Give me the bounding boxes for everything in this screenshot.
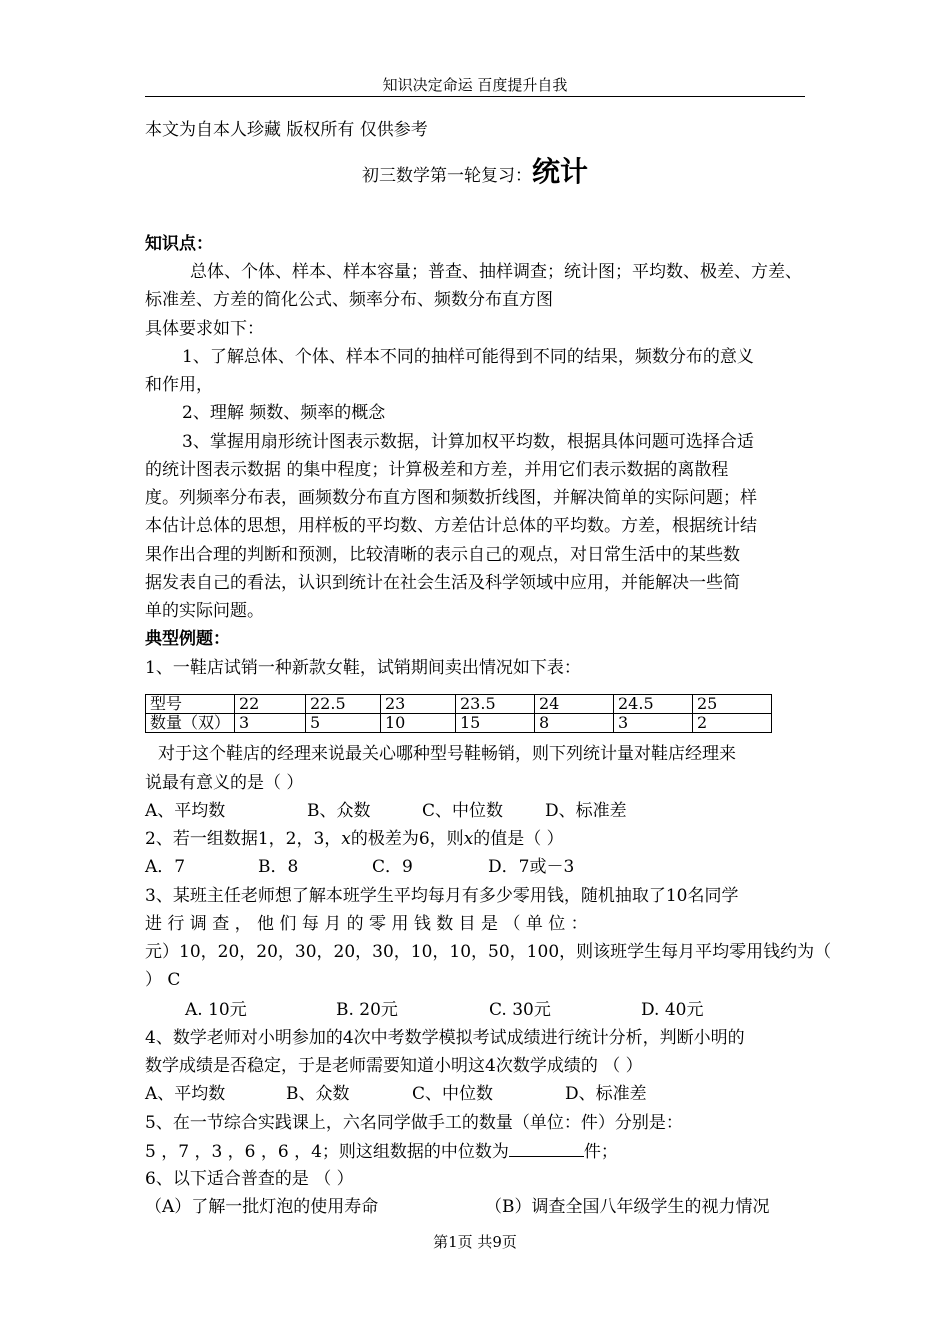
- table-cell: 24: [535, 695, 614, 714]
- option-b: B、众数: [307, 801, 371, 821]
- requirement-1-b: 和作用，: [145, 375, 213, 395]
- header-divider: [145, 96, 805, 97]
- table-cell: 25: [693, 695, 772, 714]
- option-d: D．7或－3: [488, 857, 575, 877]
- q2-variable: x: [341, 829, 351, 849]
- table-cell: 型号: [146, 695, 235, 714]
- option-a: A、平均数: [145, 801, 226, 821]
- question-3-a: 3、某班主任老师想了解本班学生平均每月有多少零用钱，随机抽取了10名同学: [145, 886, 739, 906]
- option-c: C、中位数: [422, 801, 504, 821]
- q2-part-a: 2、若一组数据1，2，3，: [145, 829, 342, 849]
- page-footer: 第1页 共9页: [433, 1233, 517, 1251]
- table-cell: 5: [306, 714, 381, 733]
- table-cell: 24.5: [614, 695, 693, 714]
- title-prefix: 初三数学第一轮复习：: [361, 166, 532, 186]
- option-b: B、众数: [286, 1084, 350, 1104]
- question-1-text-a: 对于这个鞋店的经理来说最关心哪种型号鞋畅销，则下列统计量对鞋店经理来: [158, 744, 736, 764]
- question-2-text: [145, 828, 810, 850]
- q5-part-c: 件；: [583, 1142, 618, 1162]
- knowledge-line-1: 总体、个体、样本、样本容量；普查、抽样调查；统计图；平均数、极差、方差、: [190, 262, 802, 282]
- q2-part-b: 的极差为6，则: [350, 829, 464, 849]
- question-5-b: [145, 1140, 810, 1163]
- q2-variable-2: x: [463, 829, 474, 849]
- option-a: A、平均数: [145, 1084, 226, 1104]
- option-b: B．8: [258, 857, 299, 877]
- option-a: A．7: [145, 857, 186, 877]
- table-cell: 23: [381, 695, 456, 714]
- knowledge-line-2: 标准差、方差的简化公式、频率分布、频数分布直方图: [145, 290, 553, 310]
- table-cell: 数量（双）: [146, 714, 235, 733]
- table-cell: 10: [381, 714, 456, 733]
- copyright-notice: 本文为自本人珍藏 版权所有 仅供参考: [145, 120, 428, 140]
- page-title: [0, 154, 950, 194]
- q5-part-b: 5 ，7 ，3 ，6 ，6 ，4；则这组数据的中位数为: [145, 1142, 509, 1162]
- requirement-3-b: 的统计图表示数据 的集中程度；计算极差和方差，并用它们表示数据的离散程: [145, 460, 729, 480]
- examples-heading: 典型例题：: [145, 629, 230, 649]
- page-header: 知识决定命运 百度提升自我: [382, 76, 568, 94]
- option-b: B. 20元: [336, 1000, 398, 1020]
- requirement-3-f: 据发表自己的看法，认识到统计在社会生活及科学领域中应用，并能解决一些简: [145, 573, 740, 593]
- question-3-d: ） C: [145, 970, 181, 990]
- requirement-3-c: 度。列频率分布表，画频数分布直方图和频数折线图，并解决简单的实际问题；样: [145, 488, 757, 508]
- answer-blank[interactable]: [509, 1140, 584, 1157]
- requirements-intro: 具体要求如下：: [145, 319, 264, 339]
- option-c: C. 30元: [489, 1000, 551, 1020]
- option-a: A. 10元: [185, 1000, 247, 1020]
- table-cell: 2: [693, 714, 772, 733]
- title-main: 统计: [531, 155, 588, 188]
- question-1-text-b: 说最有意义的是（ ）: [145, 773, 304, 793]
- question-4-b: 数学成绩是否稳定，于是老师需要知道小明这4次数学成绩的 （ ）: [145, 1056, 643, 1076]
- requirement-1-a: 1、了解总体、个体、样本不同的抽样可能得到不同的结果，频数分布的意义: [182, 347, 754, 367]
- requirement-2: 2、理解 频数、频率的概念: [182, 403, 386, 423]
- table-cell: 22: [235, 695, 306, 714]
- requirement-3-g: 单的实际问题。: [145, 601, 264, 621]
- knowledge-heading: 知识点：: [145, 234, 213, 254]
- option-c: C．9: [372, 857, 413, 877]
- question-5-a: 5、在一节综合实践课上，六名同学做手工的数量（单位：件）分别是：: [145, 1113, 683, 1133]
- requirement-3-e: 果作出合理的判断和预测，比较清晰的表示自己的观点，对日常生活中的某些数: [145, 545, 740, 565]
- table-row: [146, 695, 772, 714]
- table-row: [146, 714, 772, 733]
- question-3-b: 进 行 调 查 ， 他 们 每 月 的 零 用 钱 数 目 是 （ 单 位 ：: [145, 914, 588, 934]
- option-b: （B）调查全国八年级学生的视力情况: [485, 1197, 770, 1217]
- option-a: （A）了解一批灯泡的使用寿命: [145, 1197, 379, 1217]
- option-d: D、标准差: [545, 801, 627, 821]
- question-4-a: 4、数学老师对小明参加的4次中考数学模拟考试成绩进行统计分析，判断小明的: [145, 1028, 745, 1048]
- option-d: D、标准差: [565, 1084, 647, 1104]
- requirement-3-a: 3、掌握用扇形统计图表示数据，计算加权平均数，根据具体问题可选择合适: [182, 432, 754, 452]
- shoe-sales-table: [145, 694, 772, 733]
- option-c: C、中位数: [412, 1084, 494, 1104]
- table-cell: 8: [535, 714, 614, 733]
- q2-part-c: 的值是（ ）: [473, 829, 564, 849]
- table-cell: 15: [456, 714, 535, 733]
- question-1-intro: 1、一鞋店试销一种新款女鞋，试销期间卖出情况如下表：: [145, 658, 581, 678]
- requirement-3-d: 本估计总体的思想，用样板的平均数、方差估计总体的平均数。方差，根据统计结: [145, 516, 757, 536]
- table-cell: 3: [235, 714, 306, 733]
- question-3-c: 元）10，20，20，30，20，30，10，10，50，100，则该班学生每月平均零用钱约为（: [145, 942, 832, 962]
- table-cell: 3: [614, 714, 693, 733]
- table-cell: 23.5: [456, 695, 535, 714]
- option-d: D. 40元: [641, 1000, 704, 1020]
- question-6: 6、以下适合普查的是 （ ）: [145, 1169, 354, 1189]
- table-cell: 22.5: [306, 695, 381, 714]
